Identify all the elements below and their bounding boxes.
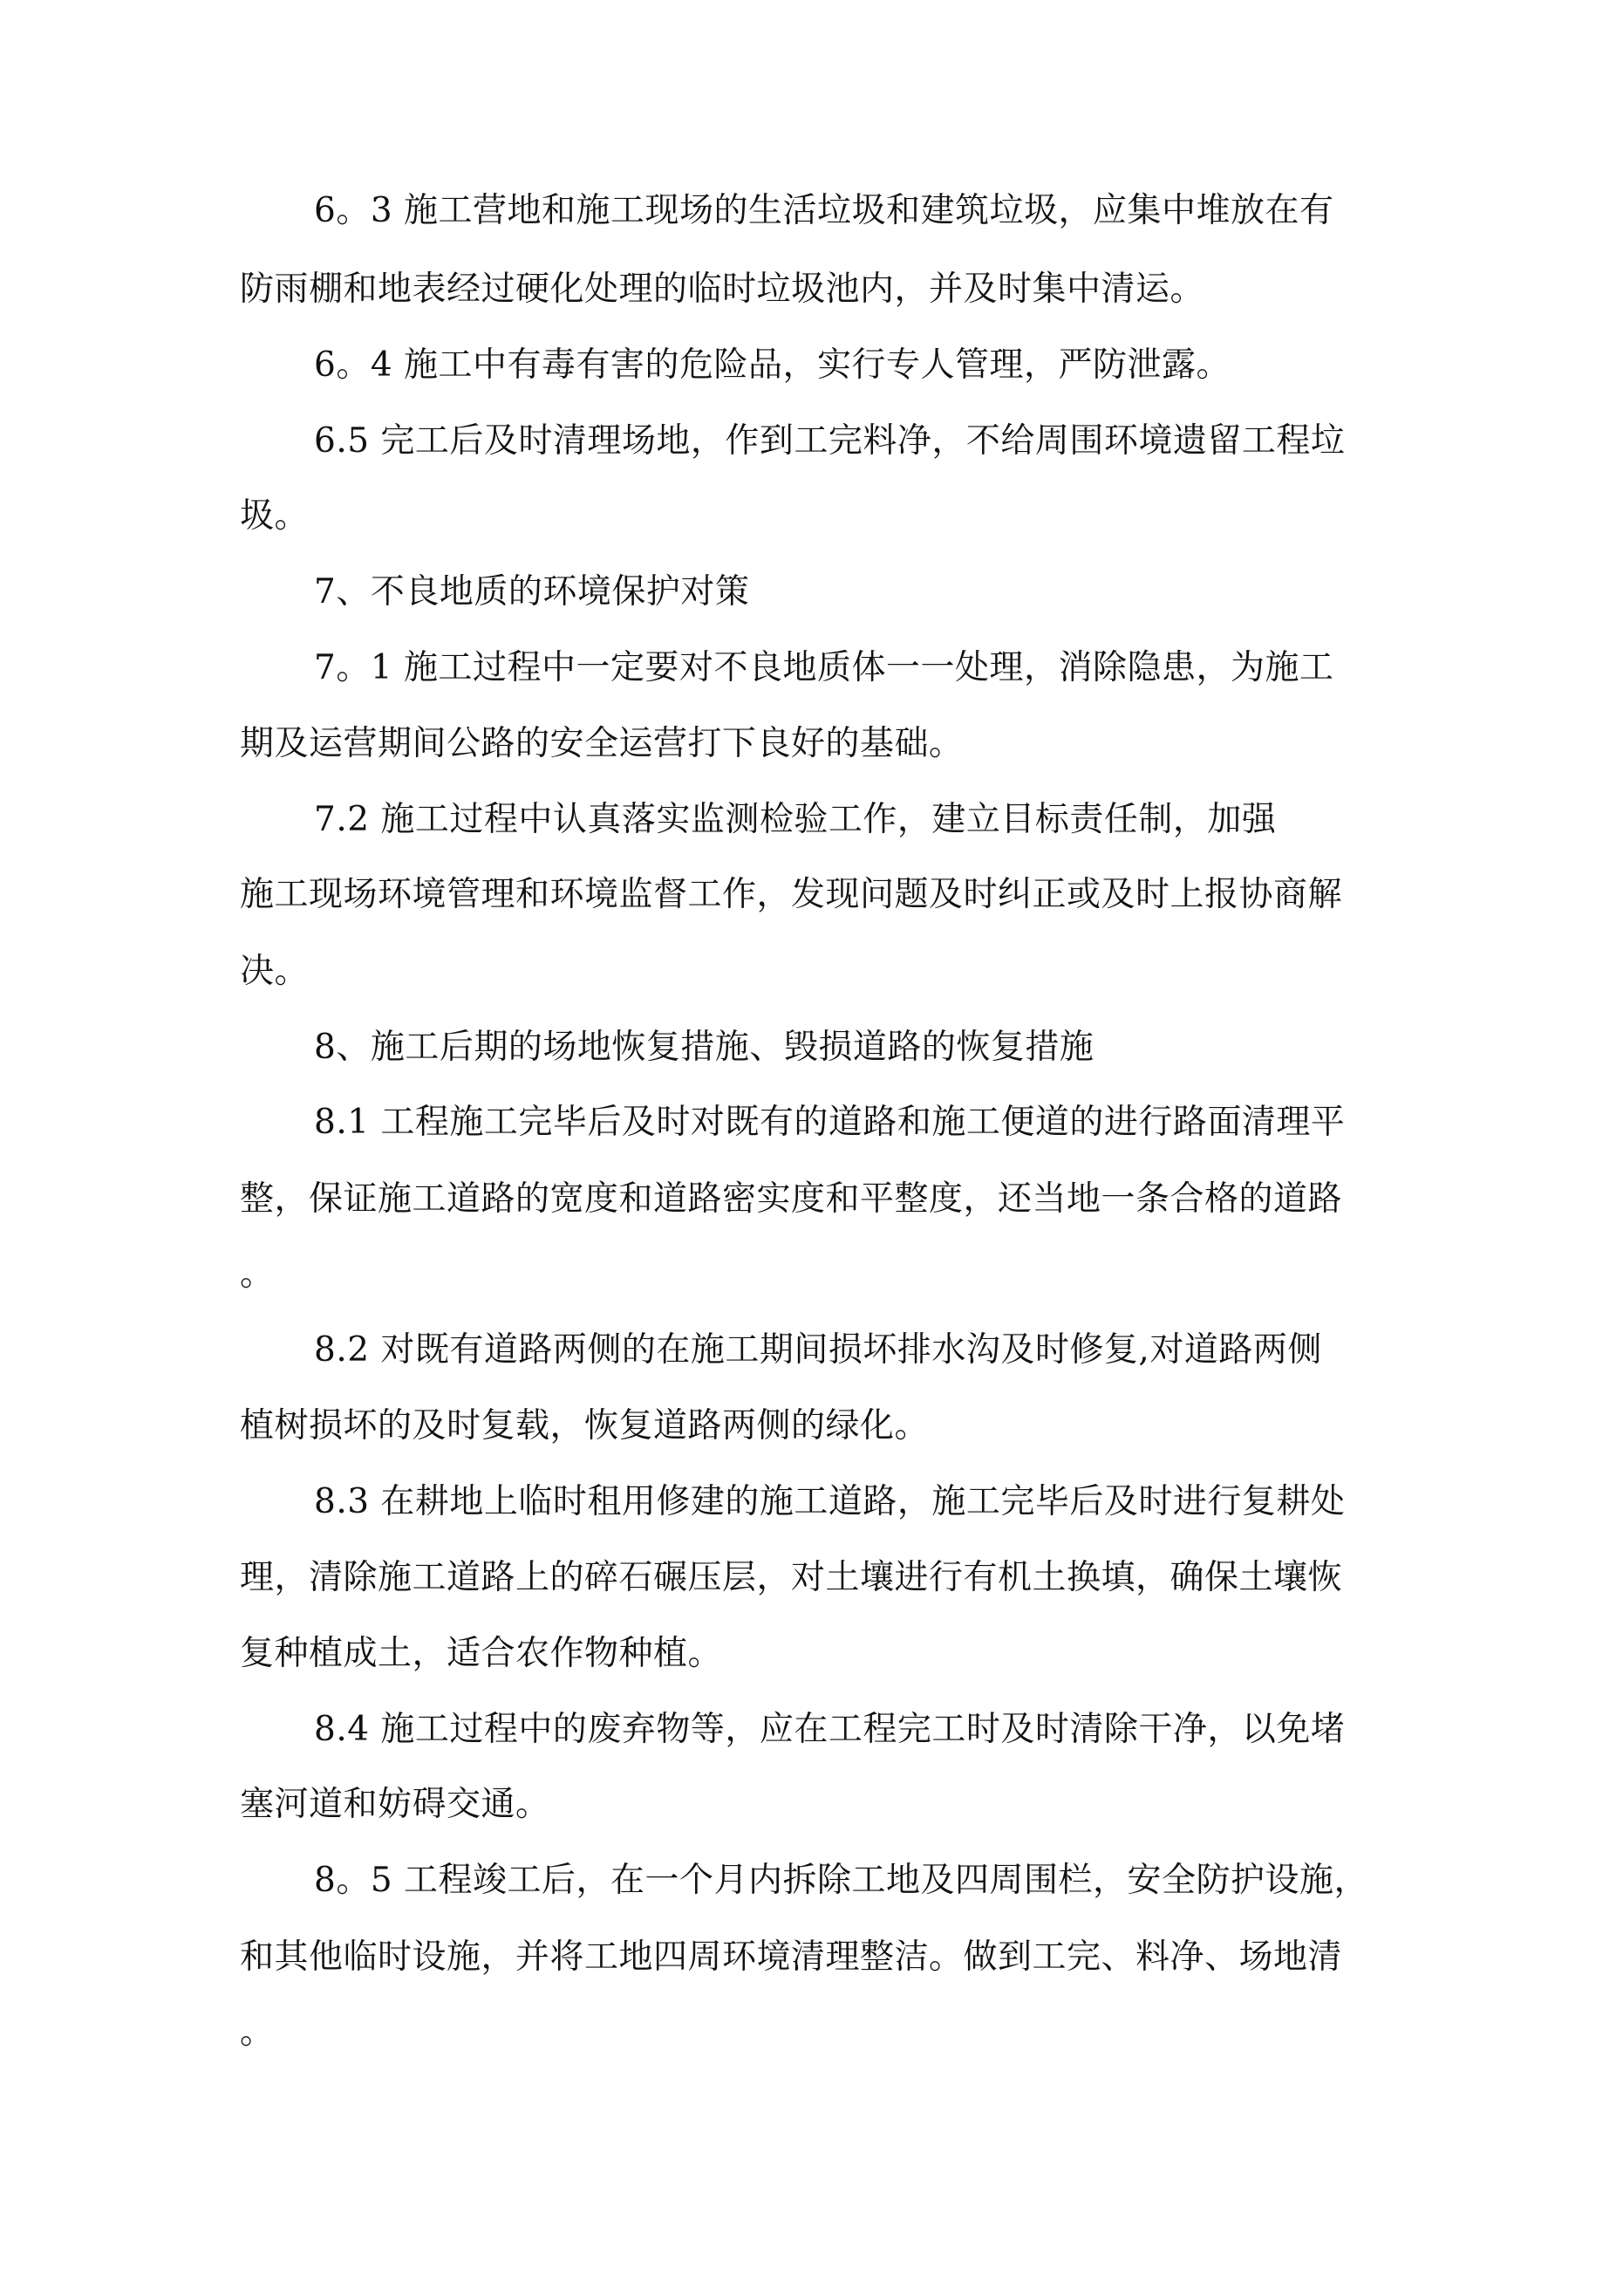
text-line: 防雨棚和地表经过硬化处理的临时垃圾池内，并及时集中清运。	[240, 270, 1205, 309]
text-line: 植树损坏的及时复载，恢复道路两侧的绿化。	[240, 1406, 930, 1445]
text-line: 决。	[240, 952, 310, 991]
text-line: 塞河道和妨碍交通。	[240, 1785, 550, 1824]
section-heading: 8、施工后期的场地恢复措施、毁损道路的恢复措施	[314, 1028, 1095, 1067]
text-line: 7.2 施工过程中认真落实监测检验工作，建立目标责任制，加强	[314, 800, 1277, 839]
text-line: 复种植成土，适合农作物种植。	[240, 1634, 723, 1673]
text-line: 整，保证施工道路的宽度和道路密实度和平整度，还当地一条合格的道路	[240, 1179, 1343, 1219]
text-line: 7。1 施工过程中一定要对不良地质体一一处理，消除隐患，为施工	[314, 648, 1334, 687]
text-line: 8.2 对既有道路两侧的在施工期间损坏排水沟及时修复,对道路两侧	[314, 1330, 1322, 1370]
text-line: 8.1 工程施工完毕后及时对既有的道路和施工便道的进行路面清理平	[314, 1103, 1346, 1142]
text-line: 6。3 施工营地和施工现场的生活垃圾和建筑垃圾，应集中堆放在有	[314, 191, 1334, 230]
text-line: 6。4 施工中有毒有害的危险品，实行专人管理，严防泄露。	[314, 345, 1231, 385]
text-line: 8。5 工程竣工后，在一个月内拆除工地及四周围栏，安全防护设施，	[314, 1861, 1369, 1900]
text-line: 理，清除施工道路上的碎石碾压层，对土壤进行有机土换填，确保土壤恢	[240, 1558, 1343, 1597]
text-line: 。	[240, 2012, 275, 2052]
text-line: 圾。	[240, 496, 310, 536]
section-heading: 7、不良地质的环境保护对策	[314, 572, 750, 612]
text-line: 施工现场环境管理和环境监督工作，发现问题及时纠正或及时上报协商解	[240, 875, 1343, 914]
text-line: 6.5 完工后及时清理场地，作到工完料净，不给周围环境遗留工程垃	[314, 421, 1346, 461]
text-line: 期及运营期间公路的安全运营打下良好的基础。	[240, 724, 964, 763]
text-line: 和其他临时设施，并将工地四周环境清理整洁。做到工完、料净、场地清	[240, 1937, 1343, 1977]
text-line: 。	[240, 1254, 275, 1294]
text-line: 8.3 在耕地上临时租用修建的施工道路，施工完毕后及时进行复耕处	[314, 1482, 1346, 1521]
text-line: 8.4 施工过程中的废弃物等，应在工程完工时及时清除干净，以免堵	[314, 1710, 1346, 1749]
